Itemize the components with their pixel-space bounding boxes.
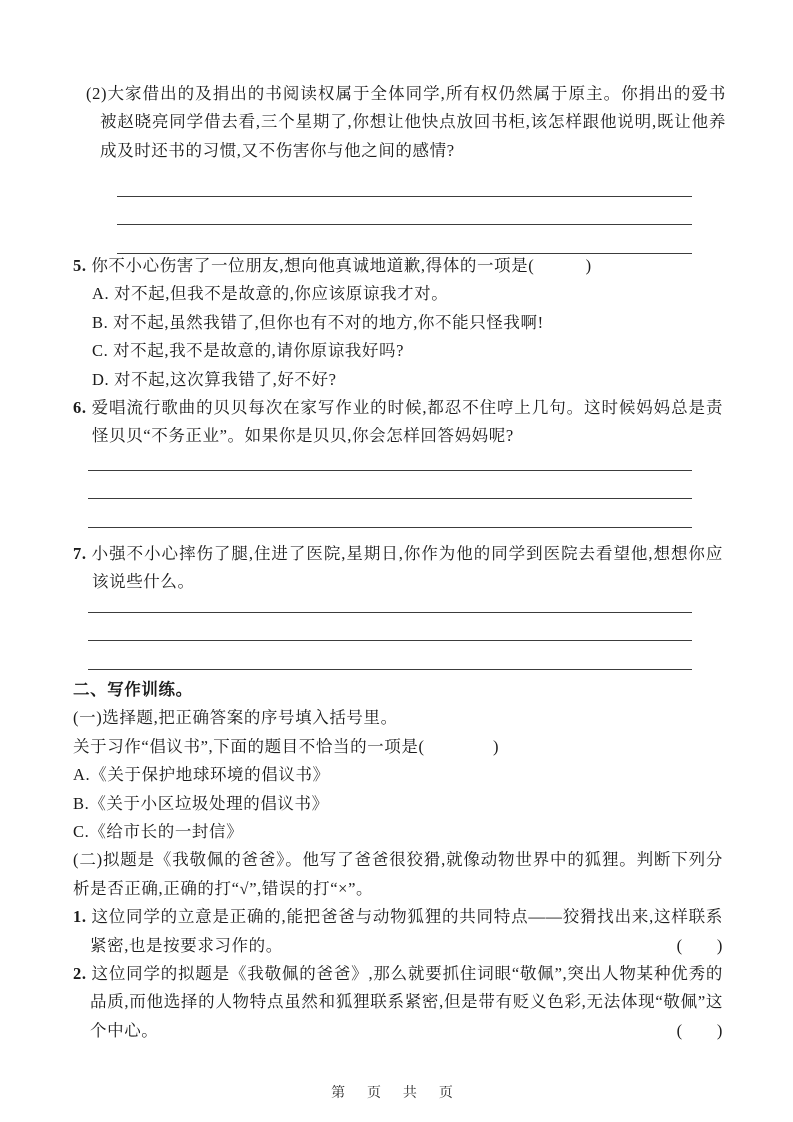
answer-line (88, 641, 692, 670)
judge-item-1: 1. 这位同学的立意是正确的,能把爸爸与动物狐狸的共同特点——狡猾找出来,这样联系紧密,也是按要求习作的。 ( ) (73, 903, 723, 960)
answer-line (117, 168, 692, 197)
answer-lines-q2 (117, 168, 692, 254)
page-footer: 第 页 共 页 (331, 1084, 462, 1100)
question-7-number: 7. (73, 544, 87, 563)
choice-question: 关于习作“倡议书”,下面的题目不恰当的一项是( ) (73, 736, 500, 756)
question-5-options (73, 280, 723, 394)
section-writing-training (73, 676, 723, 1045)
question-2-label: (2) (86, 84, 108, 103)
judge-2-answer-bracket: ( ) (676, 1020, 723, 1040)
section-2-heading: 二、写作训练。 (73, 680, 193, 699)
answer-line (117, 197, 692, 226)
question-6-text: 6. 爱唱流行歌曲的贝贝每次在家写作业的时候,都忍不住哼上几句。这时候妈妈总是责怪贝贝“不务正业”。如果你是贝贝,你会怎样回答妈妈呢? (73, 398, 724, 446)
judge-item-2: 2. 这位同学的拟题是《我敬佩的爸爸》,那么就要抓住词眼“敬佩”,突出人物某种优秀的品质,而他选择的人物特点虽然和狐狸联系紧密,但是带有贬义色彩,无法体现“敬佩”这个中心。 ( ) (73, 960, 723, 1045)
question-7-text: 7. 小强不小心摔伤了腿,住进了医院,星期日,你作为他的同学到医院去看望他,想想你应该说些什么。 (73, 544, 723, 592)
answer-line (88, 471, 692, 500)
answer-line (88, 584, 692, 613)
option-d: D. 对不起,这次算我错了,好不好? (92, 369, 337, 389)
question-5-text: 5. 你不小心伤害了一位朋友,想向他真诚地道歉,得体的一项是( ) (73, 256, 592, 275)
answer-lines-q6 (88, 442, 692, 528)
judge-1-number: 1. (73, 907, 87, 927)
question-2 (86, 80, 726, 165)
answer-lines-q7 (88, 584, 692, 670)
answer-line (117, 225, 692, 254)
choice-option-c: C.《给市长的一封信》 (73, 822, 244, 842)
choice-option-a: A.《关于保护地球环境的倡议书》 (73, 765, 330, 785)
part-1-intro: (一)选择题,把正确答案的序号填入括号里。 (73, 708, 398, 728)
part-1-label: (一) (73, 708, 103, 728)
option-b: B. 对不起,虽然我错了,但你也有不对的地方,你不能只怪我啊! (92, 312, 544, 332)
judge-1-answer-bracket: ( ) (676, 935, 723, 955)
part-2-label: (二) (73, 850, 103, 870)
option-c: C. 对不起,我不是故意的,请你原谅我好吗? (92, 341, 405, 361)
question-5 (73, 252, 723, 394)
answer-line (88, 442, 692, 471)
question-5-number: 5. (73, 256, 87, 275)
option-a: A. 对不起,但我不是故意的,你应该原谅我才对。 (92, 284, 449, 304)
answer-line (88, 499, 692, 528)
question-2-text: (2)大家借出的及捐出的书阅读权属于全体同学,所有权仍然属于原主。你捐出的爱书被赵晓亮同学借去看,三个星期了,你想让他快点放回书柜,该怎样跟他说明,既让他养成及时还书的习惯,又不伤害你与他之间的感情? (86, 84, 726, 160)
part-2-intro: (二)拟题是《我敬佩的爸爸》。他写了爸爸很狡猾,就像动物世界中的狐狸。判断下列分析是否正确,正确的打“√”,错误的打“×”。 (73, 850, 723, 898)
answer-line (88, 613, 692, 642)
question-6-number: 6. (73, 398, 87, 417)
judge-2-number: 2. (73, 964, 87, 984)
choice-option-b: B.《关于小区垃圾处理的倡议书》 (73, 793, 329, 813)
